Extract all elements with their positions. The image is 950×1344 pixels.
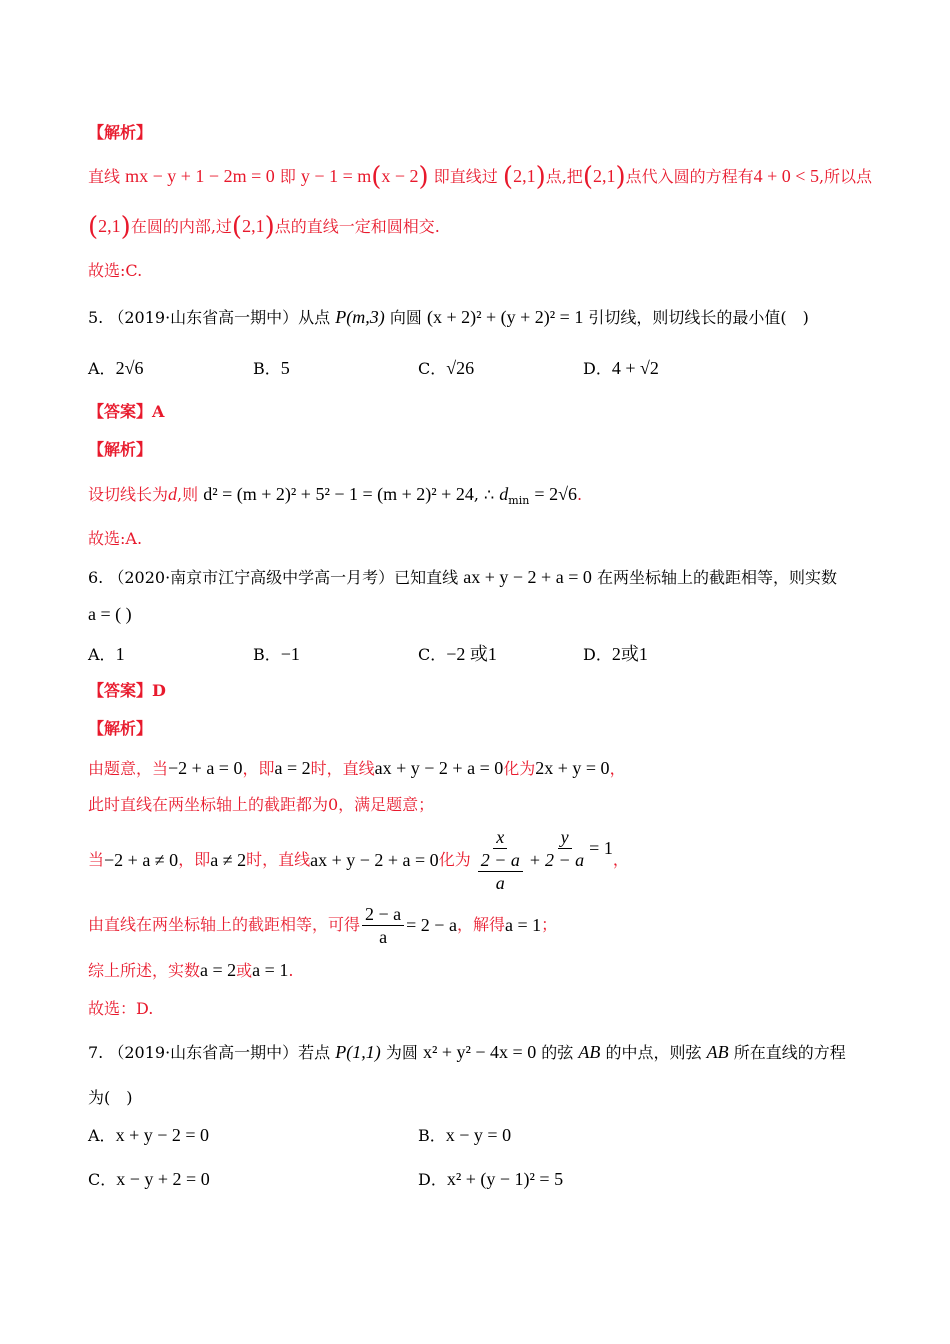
fraction-denominator: 2 − a — [545, 849, 585, 870]
option-value: 4 + √2 — [611, 358, 659, 378]
question-text: （2019·山东省高一期中）若点 — [108, 1043, 331, 1062]
text: 即 — [279, 167, 296, 186]
text: ， — [609, 759, 626, 778]
q6-question-line2 — [88, 602, 890, 627]
math-value: = 2√6 — [534, 484, 577, 504]
option-value: −2 或1 — [446, 644, 497, 664]
q4-solution-line1 — [88, 162, 890, 192]
math: a = 2 — [274, 758, 311, 778]
option-value: x² + (y − 1)² = 5 — [446, 1169, 564, 1189]
math: = 2 − a — [406, 915, 457, 935]
text: ,则 — [177, 485, 199, 504]
math: −2 + a ≠ 0 — [104, 850, 179, 870]
q6-solution-line2: 此时直线在两坐标轴上的截距都为0，满足题意； — [88, 795, 435, 814]
subscript: min — [508, 494, 530, 508]
answer-value: A — [152, 402, 165, 421]
q6-solution-line5 — [88, 958, 890, 983]
math: a = 1 — [504, 915, 542, 935]
math-equation: d² = (m + 2)² + 5² − 1 = (m + 2)² + 24 — [203, 484, 474, 504]
fraction — [362, 903, 404, 948]
question-text: 的弦 — [541, 1043, 574, 1062]
q5-option-c[interactable] — [418, 356, 474, 381]
math-var: d — [499, 484, 509, 504]
question-number: 7. — [88, 1043, 104, 1062]
analysis-label-q6: 【解析】 — [88, 719, 153, 738]
q7-option-d[interactable] — [418, 1167, 563, 1192]
text: 设切线长为 — [88, 485, 169, 504]
paren-close: ) — [615, 162, 626, 192]
math-point: 2,1 — [592, 166, 616, 186]
paren-open: ( — [371, 162, 382, 192]
math-circle-equation: x² + y² − 4x = 0 — [422, 1042, 537, 1062]
answer-label: 【答案】 — [88, 681, 153, 700]
text: 点的直线一定和圆相交. — [274, 217, 440, 236]
math: a = 2 — [200, 960, 237, 980]
text: 直线 — [88, 167, 121, 186]
q5-choose: 故选:A. — [88, 529, 143, 548]
math-chord: AB — [706, 1042, 729, 1062]
fraction-denominator: a — [379, 926, 388, 947]
option-letter: A． — [88, 645, 116, 664]
math-circle-equation: (x + 2)² + (y + 2)² = 1 — [426, 307, 584, 327]
option-letter: B． — [253, 645, 281, 664]
q6-choose: 故选：D. — [88, 999, 154, 1018]
math-point: 2,1 — [242, 216, 265, 236]
text: 化为 — [438, 850, 471, 869]
text: . — [288, 961, 294, 980]
q7-question — [88, 1040, 890, 1065]
question-text: （2019·山东省高一期中）从点 — [108, 308, 331, 327]
option-letter: B． — [418, 1126, 446, 1145]
nested-fraction — [478, 849, 523, 894]
math: 2x + y = 0 — [535, 758, 610, 778]
q5-option-d[interactable] — [583, 356, 659, 381]
question-text: 引切线，则切线长的最小值( ) — [588, 308, 809, 327]
analysis-label-q5: 【解析】 — [88, 440, 153, 459]
math-inequality: 4 + 0 < 5 — [753, 166, 819, 186]
option-letter: C． — [88, 1170, 117, 1189]
text: 当 — [88, 850, 105, 869]
question-number: 5. — [88, 308, 104, 327]
q6-option-d[interactable] — [583, 642, 648, 667]
math-point: 2,1 — [98, 216, 121, 236]
q5-answer — [88, 400, 890, 424]
q7-question-line2: 为( ) — [88, 1088, 133, 1107]
q6-solution-line3 — [88, 824, 890, 896]
text: 化为 — [503, 759, 536, 778]
math-expression: y − 1 = m — [300, 166, 372, 186]
option-value: 5 — [280, 358, 290, 378]
q6-option-c[interactable] — [418, 642, 497, 667]
math: −2 + a = 0 — [168, 758, 243, 778]
option-value: 1 — [115, 644, 125, 664]
option-value: x − y + 2 = 0 — [116, 1169, 210, 1189]
text: . — [576, 485, 583, 504]
text: ，解得 — [456, 915, 505, 934]
text: , ∴ — [473, 485, 495, 504]
answer-label: 【答案】 — [88, 402, 153, 421]
text: 点,把 — [545, 167, 583, 186]
question-number: 6. — [88, 568, 104, 587]
math: a = 1 — [252, 960, 289, 980]
plus-sign: + — [529, 850, 541, 870]
fraction-numerator: 2 − a — [478, 849, 523, 872]
text: ,所以点 — [818, 167, 873, 186]
question-text: 在两坐标轴上的截距相等，则实数 — [596, 568, 837, 587]
q6-question — [88, 565, 890, 590]
math: a ≠ 2 — [210, 850, 247, 870]
question-text: 所在直线的方程 — [733, 1043, 846, 1062]
q4-solution-line2 — [88, 212, 890, 242]
q5-option-a[interactable] — [88, 356, 143, 381]
fraction-denominator — [473, 849, 528, 894]
q5-question — [88, 305, 890, 330]
question-text: 的中点，则弦 — [605, 1043, 702, 1062]
fraction-x — [473, 826, 528, 894]
option-letter: D． — [583, 359, 612, 378]
option-value: −1 — [280, 644, 300, 664]
option-letter: A． — [88, 359, 116, 378]
q6-solution-line1 — [88, 756, 890, 781]
paren-open: ( — [231, 212, 243, 242]
paren-close: ) — [120, 212, 131, 242]
paren-close: ) — [264, 212, 275, 242]
option-letter: D． — [583, 645, 612, 664]
option-value: √26 — [446, 358, 475, 378]
math-line-equation: mx − y + 1 − 2m = 0 — [125, 166, 275, 186]
math: ax + y − 2 + a = 0 — [310, 850, 439, 870]
paren-close: ) — [418, 162, 429, 192]
text: 综上所述，实数 — [88, 961, 201, 980]
text: ，即 — [242, 759, 275, 778]
text: ； — [541, 915, 558, 934]
math-point: P(1,1) — [335, 1042, 381, 1062]
paren-open: ( — [502, 162, 514, 192]
question-text: （2020·南京市江宁高级中学高一月考）已知直线 — [108, 568, 459, 587]
math: ax + y − 2 + a = 0 — [374, 758, 504, 778]
q7-option-c[interactable] — [88, 1167, 210, 1192]
text: 在圆的内部,过 — [130, 217, 232, 236]
math-expression: x − 2 — [381, 166, 419, 186]
text: 即直线过 — [433, 167, 498, 186]
fraction-denominator: a — [495, 873, 505, 893]
q5-solution — [88, 482, 890, 513]
text: 时，直线 — [246, 850, 311, 869]
option-value: 2√6 — [115, 358, 144, 378]
q6-option-b[interactable] — [253, 642, 300, 667]
option-letter: A． — [88, 1126, 116, 1145]
math-line-equation: ax + y − 2 + a = 0 — [463, 567, 592, 587]
text: 时，直线 — [310, 759, 375, 778]
text: ，即 — [178, 850, 211, 869]
option-letter: C． — [418, 645, 447, 664]
option-letter: C． — [418, 359, 447, 378]
math-chord: AB — [578, 1042, 601, 1062]
q6-answer — [88, 679, 890, 703]
fraction-y — [542, 826, 587, 871]
text: 或 — [236, 961, 253, 980]
q6-option-a[interactable] — [88, 642, 125, 667]
question-text: 为圆 — [385, 1043, 418, 1062]
q6-solution-line4 — [88, 900, 890, 950]
math: = 1 — [589, 838, 613, 858]
answer-value: D — [152, 681, 166, 700]
paren-close: ) — [535, 162, 546, 192]
math-point: P(m,3) — [335, 307, 385, 327]
fraction-numerator: 2 − a — [362, 903, 404, 926]
option-value: x + y − 2 = 0 — [115, 1125, 210, 1145]
q5-option-b[interactable] — [253, 356, 290, 381]
math-expression: a = ( ) — [88, 604, 132, 624]
text: 由直线在两坐标轴上的截距相等，可得 — [88, 915, 361, 934]
q4-choose: 故选:C. — [88, 261, 143, 280]
text: ， — [612, 850, 629, 869]
option-letter: B． — [253, 359, 281, 378]
math-point: 2,1 — [513, 166, 536, 186]
paren-open: ( — [88, 212, 99, 242]
q7-option-a[interactable] — [88, 1123, 209, 1148]
option-value: x − y = 0 — [445, 1125, 512, 1145]
text: 由题意，当 — [88, 759, 169, 778]
q7-option-b[interactable] — [418, 1123, 511, 1148]
math-var: d — [168, 484, 178, 504]
option-letter: D． — [418, 1170, 447, 1189]
text: 点代入圆的方程有 — [625, 167, 754, 186]
analysis-label-q4: 【解析】 — [88, 123, 153, 142]
fraction-numerator: x — [493, 826, 507, 849]
option-value: 2或1 — [611, 644, 648, 664]
paren-open: ( — [582, 162, 593, 192]
question-text: 向圆 — [389, 308, 422, 327]
fraction-numerator: y — [558, 826, 572, 849]
